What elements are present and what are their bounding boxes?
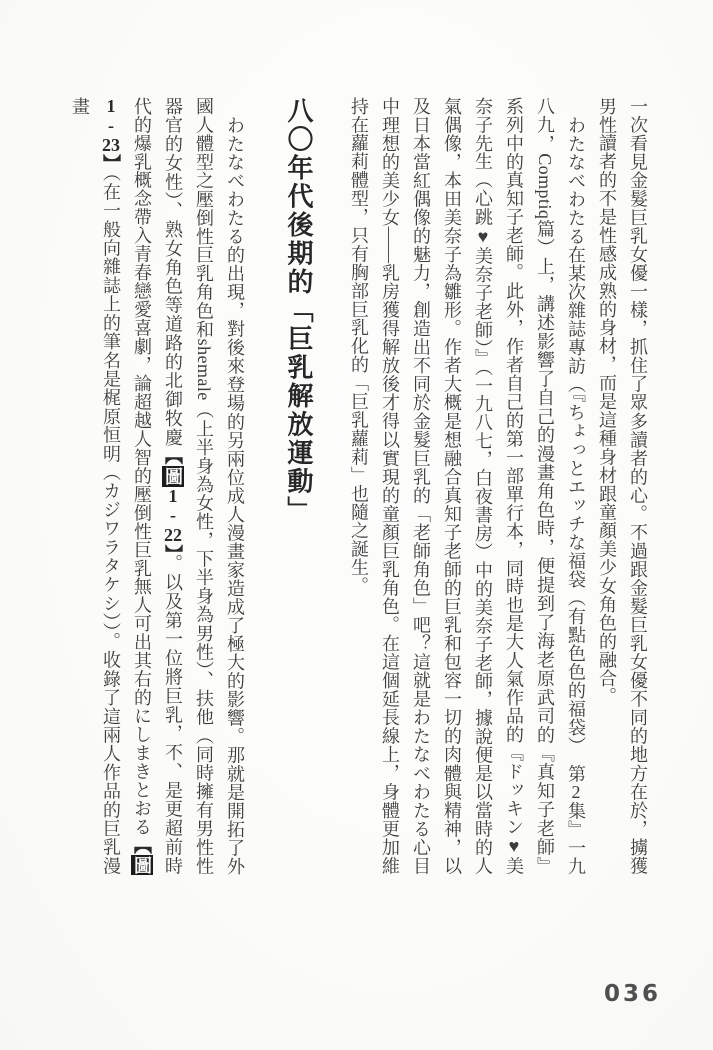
figure-tag-icon: 圖 xyxy=(163,466,183,486)
page-number: 036 xyxy=(604,981,662,1007)
figure-reference: 【圖1-23】 xyxy=(101,97,152,875)
body-paragraph-1: 一次看見金髮巨乳女優一樣，抓住了眾多讀者的心。不過跟金髮巨乳女優不同的地方在於，擄獲男性讀者的不是性感成熟的身材，而是這種身材跟童顏美少女角色的融合。 xyxy=(597,97,648,875)
body-paragraph-4: わたなべわたる的出現，對後來登場的另兩位成人漫畫家造成了極大的影響。那就是開拓了外國人體型之壓倒性巨乳角色和shemale（上半身為女性，下半身為男性）、扶他（同時擁有男性性器官的女性）、熟女角色等道路的北御牧慶【圖1-22】。以及第一位將巨乳，不、是更超前時代的爆乳概念帶入青春戀愛喜劇，論超越人智的壓倒性巨乳無人可出其右的にしまきとおる【圖1-23】（在一般向雜誌上的筆名是梶原恒明（カジワラタケシ））。收錄了這兩人作品的巨乳漫畫 xyxy=(70,97,245,875)
body-paragraph-2: わたなべわたる在某次雜誌專訪（『ちょっとエッチな福袋（有點色色的福袋） 第2集』一九八九，Comptiq篇）上，講述影響了自己的漫畫角色時，便提到了海老原武司的『真知子老師』系列中的真知子老師。此外，作者自己的第一部單行本，同時也是大人氣作品的『ドッキン♥美奈子先生（心跳♥美奈子老師）』（一九八七，白夜書房）中的美奈子老師，據說便是以當時的人氣偶像，本田美奈子為雛形。作者大概是想融合真知子老師的巨乳和包容一切的肉體與精神，以及日本當紅偶像的魅力，創造出不同於金髮巨乳的「老師角色」吧？這就是わたなべわたる心目中理想的美少女——乳房獲得解放後才得以實現的童顏巨乳角色。在這個延長線上，身體更加維持在蘿莉體型，只有胸部巨乳化的「巨乳蘿莉」也隨之誕生。 xyxy=(349,97,586,875)
figure-tag-icon: 圖 xyxy=(132,855,152,875)
figure-reference: 【圖1-22】 xyxy=(163,446,183,555)
section-heading: 八〇年代後期的「巨乳解放運動」 xyxy=(284,97,313,525)
article-text-vertical xyxy=(64,97,653,875)
